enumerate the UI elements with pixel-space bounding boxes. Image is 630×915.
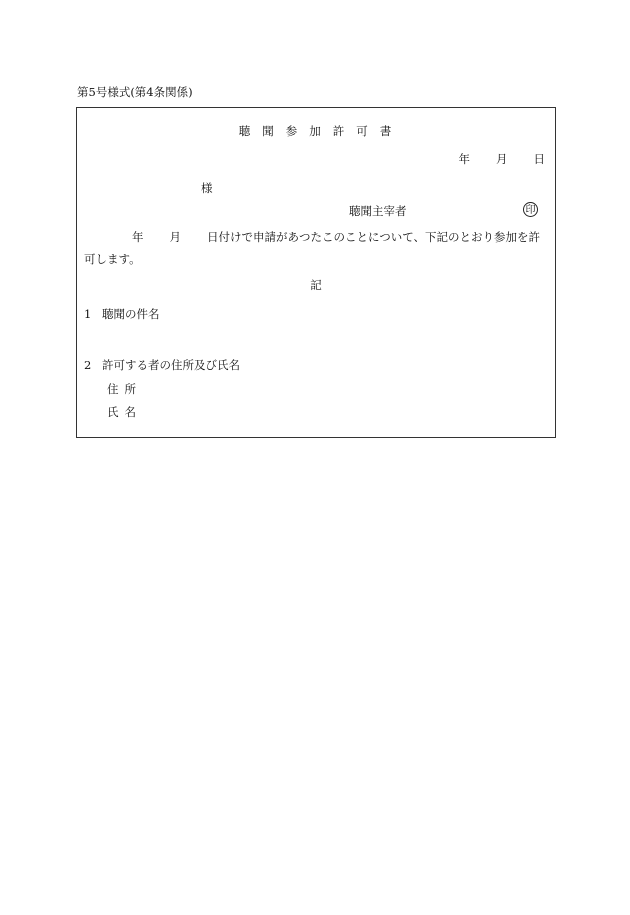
sub-item-name: 氏名 [107, 405, 142, 419]
date-line [459, 152, 546, 166]
form-number: 第5号様式(第4条関係) [77, 85, 193, 99]
item-2-label: 許可する者の住所及び氏名 [102, 358, 240, 372]
addressee-suffix: 様 [201, 181, 213, 195]
body-sentence: 日付けで申請があつたこのことについて、下記のとおり参加を許可します。 [84, 230, 541, 266]
body-year: 年 [132, 230, 144, 244]
item-1-number: 1 [84, 307, 92, 321]
ki-heading: 記 [310, 278, 322, 292]
date-year: 年 [458, 152, 470, 166]
item-2 [84, 358, 240, 372]
form-box [76, 107, 556, 438]
date-month: 月 [496, 152, 508, 166]
date-day: 日 [533, 152, 545, 166]
body-month: 月 [169, 230, 181, 244]
body-text [84, 226, 550, 270]
item-1-label: 聴聞の件名 [102, 307, 160, 321]
sub-item-address: 住所 [107, 382, 142, 396]
item-1 [84, 307, 160, 321]
organizer-label: 聴聞主宰者 [349, 204, 407, 218]
item-2-number: 2 [84, 358, 92, 372]
document-title: 聴聞参加許可書 [238, 124, 404, 138]
seal-mark-icon: 印 [523, 202, 538, 217]
